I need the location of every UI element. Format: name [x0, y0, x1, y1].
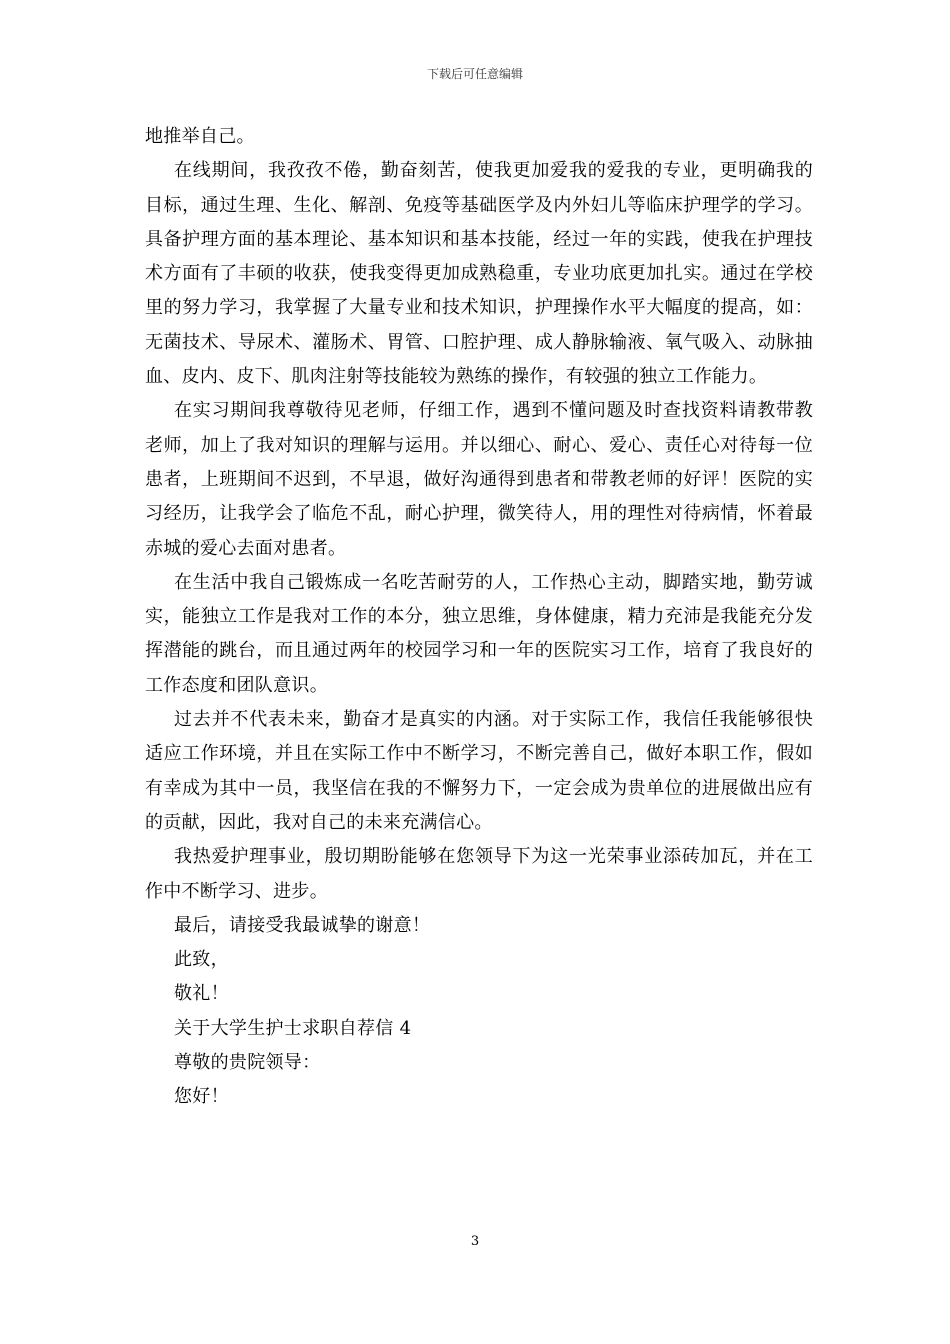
letter-title: 关于大学生护士求职自荐信 4 [174, 1017, 412, 1039]
document-body [145, 120, 813, 1115]
closing-salutation: 此致， [174, 949, 229, 971]
closing-regards: 敬礼！ [174, 983, 229, 1005]
paragraph-thanks: 最后，请接受我最诚挚的谢意！ [174, 914, 431, 936]
page-header: 下载后可任意编辑 [426, 67, 523, 81]
paragraph-study: 在线期间，我孜孜不倦，勤奋刻苦，使我更加爱我的爱我的专业，更明确我的目标，通过生理、生化、解剖、免疫等基础医学及内外妇儿等临床护理学的学习。具备护理方面的基本理论、基本知识和基本技能，经过一年的实践，使我在护理技术方面有了丰硕的收获，使我变得更加成熟稳重，专业功底更加扎实。通过在学校里的努力学习，我掌握了大量专业和技术知识，护理操作水平大幅度的提高，如：无菌技术、导尿术、灌肠术、胃管、口腔护理、成人静脉输液、氧气吸入、动脉抽血、皮内、皮下、肌肉注射等技能较为熟练的操作，有较强的独立工作能力。 [145, 160, 813, 388]
paragraph-internship: 在实习期间我尊敬待见老师，仔细工作，遇到不懂问题及时查找资料请教带教老师，加上了我对知识的理解与运用。并以细心、耐心、爱心、责任心对待每一位患者，上班期间不迟到，不早退，做好沟通得到患者和带教老师的好评！医院的实习经历，让我学会了临危不乱，耐心护理，微笑待人，用的理性对待病情，怀着最赤城的爱心去面对患者。 [145, 400, 813, 559]
page-number: 3 [470, 1234, 480, 1249]
paragraph-continuation: 地推举自己。 [145, 126, 255, 147]
letter-greeting: 尊敬的贵院领导： [174, 1052, 321, 1074]
paragraph-life: 在生活中我自己锻炼成一名吃苦耐劳的人，工作热心主动，脚踏实地，勤劳诚实，能独立工作是我对工作的本分，独立思维，身体健康，精力充沛是我能充分发挥潜能的跳台，而且通过两年的校园学习和一年的医院实习工作，培育了我良好的工作态度和团队意识。 [145, 571, 813, 696]
paragraph-career: 我热爱护理事业，殷切期盼能够在您领导下为这一光荣事业添砖加瓦，并在工作中不断学习、进步。 [145, 846, 813, 902]
letter-hello: 您好！ [174, 1086, 229, 1108]
paragraph-future: 过去并不代表未来，勤奋才是真实的内涵。对于实际工作，我信任我能够很快适应工作环境，并且在实际工作中不断学习，不断完善自己，做好本职工作，假如有幸成为其中一员，我坚信在我的不懈努力下，一定会成为贵单位的进展做出应有的贡献，因此，我对自己的未来充满信心。 [145, 709, 813, 833]
